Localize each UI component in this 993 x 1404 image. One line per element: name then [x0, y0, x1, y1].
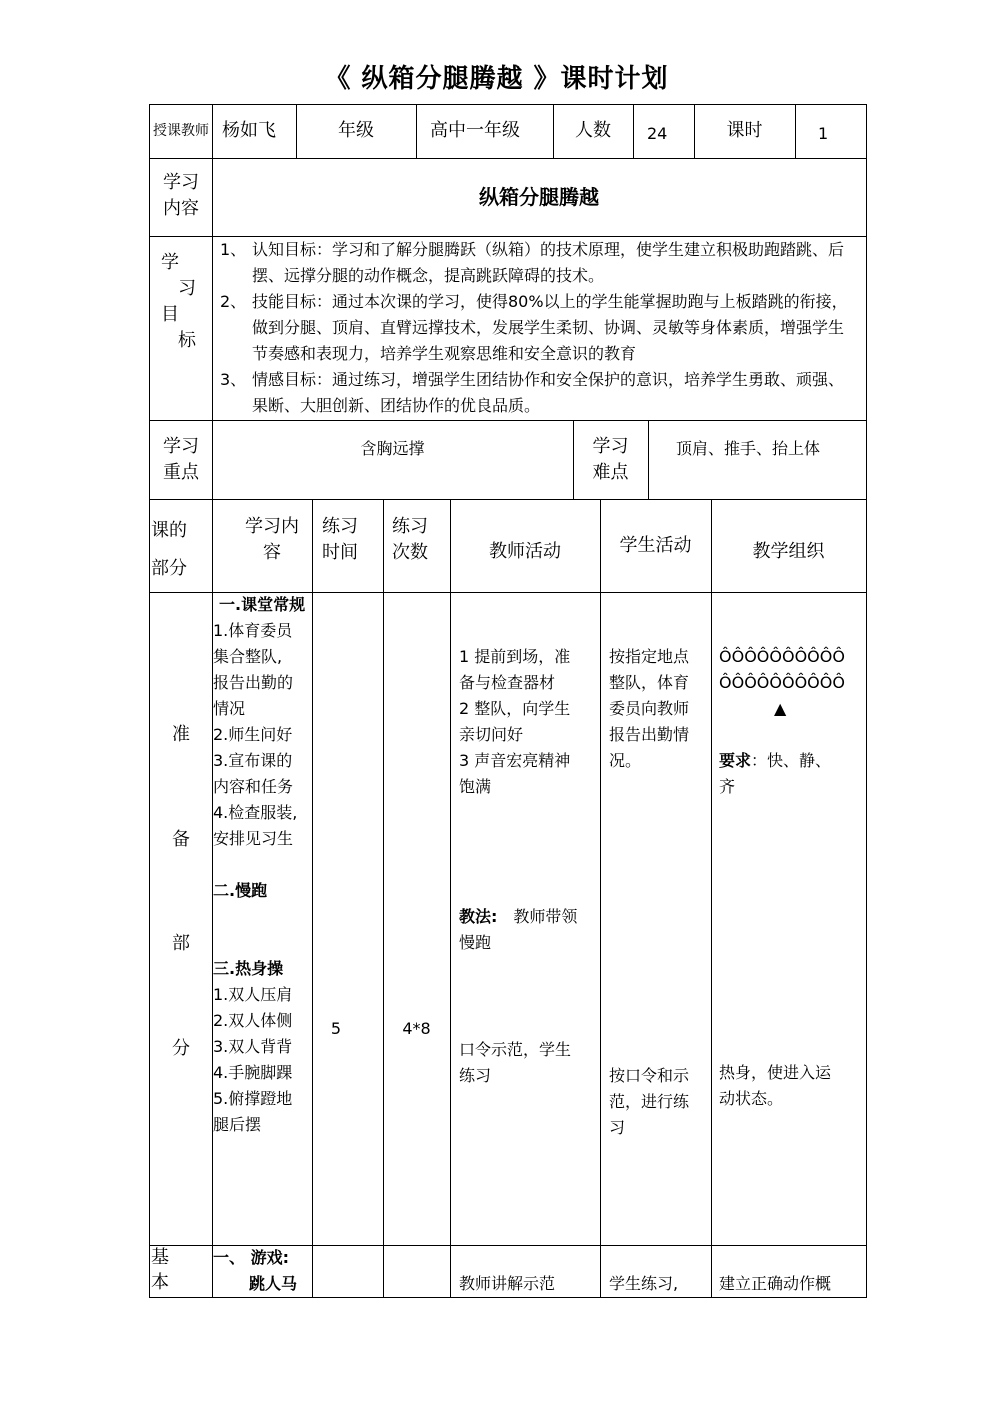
prep-formation	[719, 644, 865, 722]
content-label: 学习 内容	[163, 172, 199, 219]
formation-row: ÔÔÔÔÔÔÔÔÔÔ	[719, 673, 845, 692]
prep-warmup-org: 热身，使进入运 动状态。	[719, 1063, 832, 1108]
prep-time: 5	[330, 1019, 342, 1038]
grade-label: 年级	[338, 120, 374, 141]
objectives-list	[220, 237, 856, 419]
col-organization: 教学组织	[752, 541, 825, 562]
formation-row: ÔÔÔÔÔÔÔÔÔÔ	[719, 647, 845, 666]
basic-student-activity: 学生练习,	[609, 1274, 679, 1293]
teacher-label: 授课教师	[153, 123, 209, 139]
count-label: 人数	[575, 120, 611, 141]
prep-student-practice: 按口令和示 范，进行练 习	[609, 1066, 690, 1137]
teacher-name: 杨如飞	[222, 120, 276, 141]
key-points-label: 学习 重点	[163, 436, 199, 483]
prep-content: 一.课堂常规 1.体育委员 集合整队, 报告出勤的 情况 2.师生问好 3.宣布课的 内容和任务 4.检查服装, 安排见习生	[213, 595, 306, 848]
objectives-label: 学 习 目 标	[161, 252, 196, 351]
objective-item: 1、 认知目标：学习和了解分腿腾跃（纵箱）的技术原理，使学生建立积极助跑踏跳、后摆、远撑分腿的动作概念，提高跳跃障碍的技术。	[220, 240, 845, 285]
col-part: 课的 部分	[151, 520, 187, 579]
col-time: 练习 时间	[322, 516, 358, 563]
prep-teacher-activity: 1 提前到场，准 备与检查器材 2 整队，向学生 亲切问好 3 声音宏亮精神 饱满	[459, 647, 571, 796]
basic-part-label: 基 本	[151, 1247, 169, 1293]
grade-value: 高中一年级	[430, 120, 520, 141]
hours-label: 课时	[726, 120, 763, 141]
count-value: 24	[647, 124, 668, 143]
objective-item: 3、 情感目标：通过练习，增强学生团结协作和安全保护的意识，培养学生勇敢、顽强、果断、大胆创新、团结协作的优良品质。	[220, 370, 845, 415]
basic-teacher-activity: 教师讲解示范	[459, 1274, 556, 1293]
col-reps: 练习 次数	[392, 516, 428, 563]
jog-title: 二.慢跑	[213, 881, 268, 900]
col-teacher-activity: 教师活动	[489, 541, 561, 562]
page-title: 《 纵箱分腿腾越 》课时计划	[324, 64, 669, 94]
warmup-content: 三.热身操 1.双人压肩 2.双人体侧 3.双人背背 4.手腕脚踝 5.俯撑蹬地 腿后摆	[213, 959, 293, 1134]
teacher-triangle-icon: ▲	[774, 699, 787, 718]
prep-student-activity: 按指定地点 整队，体育 委员向教师 报告出勤情 况。	[609, 647, 690, 770]
key-points-value: 含胸远撑	[360, 439, 425, 458]
prep-requirements: 要求：快、静、 齐	[719, 751, 832, 796]
difficulty-value: 顶肩、推手、抬上体	[676, 439, 821, 458]
basic-organization: 建立正确动作概	[719, 1274, 832, 1293]
prep-part-label: 准 备 部 分	[172, 724, 190, 1059]
prep-teaching-method: 教法: 教师带领 慢跑	[459, 907, 578, 952]
col-content: 学习内 容	[245, 516, 299, 563]
col-student-activity: 学生活动	[619, 535, 692, 556]
objective-item: 2、 技能目标：通过本次课的学习，使得80%以上的学生能掌握助跑与上板踏跳的衔接，做到分腿、顶肩、直臂远撑技术，发展学生柔韧、协调、灵敏等身体素质，增强学生节奏感和表现力，培养学生观察思维和安全意识的教育	[220, 292, 848, 363]
basic-game: 一、 游戏: 跳人马	[213, 1248, 298, 1293]
content-value: 纵箱分腿腾越	[479, 185, 599, 209]
hours-value: 1	[818, 124, 829, 143]
prep-command-demo: 口令示范，学生 练习	[459, 1040, 572, 1085]
prep-reps: 4*8	[402, 1019, 431, 1038]
difficulty-label: 学习 难点	[592, 436, 629, 483]
